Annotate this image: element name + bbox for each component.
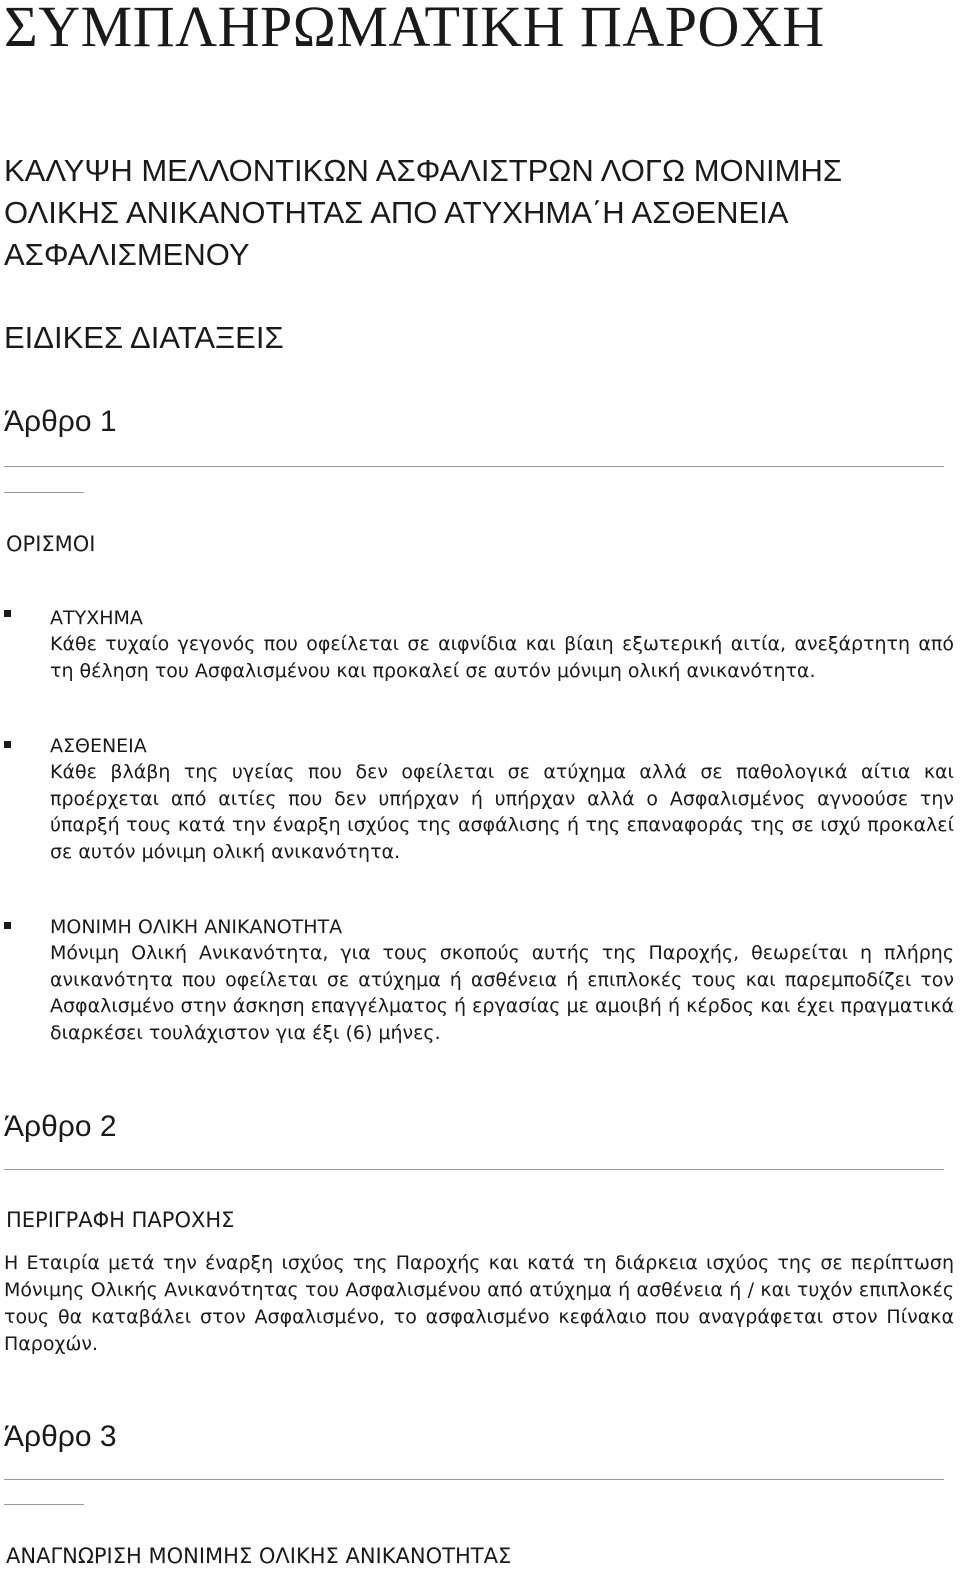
bullet-icon [4,610,11,617]
divider-line [4,1169,944,1170]
special-provisions-heading: ΕΙΔΙΚΕΣ ΔΙΑΤΑΞΕΙΣ [4,320,284,355]
definition-text-illness: Κάθε βλάβη της υγείας που δεν οφείλεται σε ατύχημα αλλά σε παθολογικά αίτια και προέρχεται από αιτίες που δεν υπήρχαν ή υπήρχαν αλλά ο Ασφαλισμένος αγνοούσε την ύπαρξή τους κατά την έναρξη ισχύος της ασφάλισης ή της επαναφοράς της σε ισχύ προκαλεί σε αυτόν μόνιμη ολική ανικανότητα. [50,761,954,863]
divider-line [4,1479,944,1480]
article-3-heading: ΑΝΑΓΝΩΡΙΣΗ ΜΟΝΙΜΗΣ ΟΛΙΚΗΣ ΑΝΙΚΑΝΟΤΗΤΑΣ [6,1544,512,1568]
article-3-label: Άρθρο 3 [4,1420,117,1453]
divider-short [4,492,84,493]
bullet-icon [4,741,11,748]
definition-term-permanent-disability: ΜΟΝΙΜΗ ΟΛΙΚΗ ΑΝΙΚΑΝΟΤΗΤΑ [50,916,343,938]
definition-text-accident: Κάθε τυχαίο γεγονός που οφείλεται σε αιφνίδια και βίαιη εξωτερική αιτία, ανεξάρτητη από τη θέληση του Ασφαλισμένου και προκαλεί σε αυτόν μόνιμη ολική ανικανότητα. [50,633,954,682]
definition-term-accident: ΑΤΥΧΗΜΑ [50,607,143,629]
article-2-label: Άρθρο 2 [4,1110,117,1143]
subtitle-line: ΑΣΦΑΛΙΣΜΕΝΟΥ [4,237,250,272]
subtitle-line: ΟΛΙΚΗΣ ΑΝΙΚΑΝΟΤΗΤΑΣ ΑΠΟ ΑΤΥΧΗΜΑ΄Η ΑΣΘΕΝΕΙΑ [4,195,789,230]
subtitle-line: ΚΑΛΥΨΗ ΜΕΛΛΟΝΤΙΚΩΝ ΑΣΦΑΛΙΣΤΡΩΝ ΛΟΓΩ ΜΟΝΙΜΗΣ [4,153,843,188]
article-2-heading: ΠΕΡΙΓΡΑΦΗ ΠΑΡΟΧΗΣ [6,1208,235,1232]
divider-short [4,1504,84,1505]
definition-term-illness: ΑΣΘΕΝΕΙΑ [50,735,147,757]
document-subtitle [4,150,842,276]
definition-text-permanent-disability: Μόνιμη Ολική Ανικανότητα, για τους σκοπούς αυτής της Παροχής, θεωρείται η πλήρης ανικανότητα που οφείλεται σε ατύχημα ή ασθένεια ή επιπλοκές τους και παρεμποδίζει τον Ασφαλισμένο στην άσκηση επαγγέλματος ή εργασίας με αμοιβή ή κέρδος και έχει πραγματικά διαρκέσει τουλάχιστον για έξι (6) μήνες. [50,942,954,1044]
article-1-label: Άρθρο 1 [4,405,117,438]
bullet-icon [4,922,11,929]
article-1-heading: ΟΡΙΣΜΟΙ [6,532,96,556]
divider-line [4,466,944,467]
document-title: ΣΥΜΠΛΗΡΩΜΑΤΙΚΗ ΠΑΡΟΧΗ [4,0,825,59]
article-2-paragraph: Η Εταιρία μετά την έναρξη ισχύος της Παροχής και κατά τη διάρκεια ισχύος της σε περίπτωση Μόνιμης Ολικής Ανικανότητας του Ασφαλισμένου από ατύχημα ή ασθένεια ή / και τυχόν επιπλοκές τους θα καταβάλει στον Ασφαλισμένο, το ασφαλισμένο κεφάλαιο που αναγράφεται στον Πίνακα Παροχών. [4,1252,954,1355]
